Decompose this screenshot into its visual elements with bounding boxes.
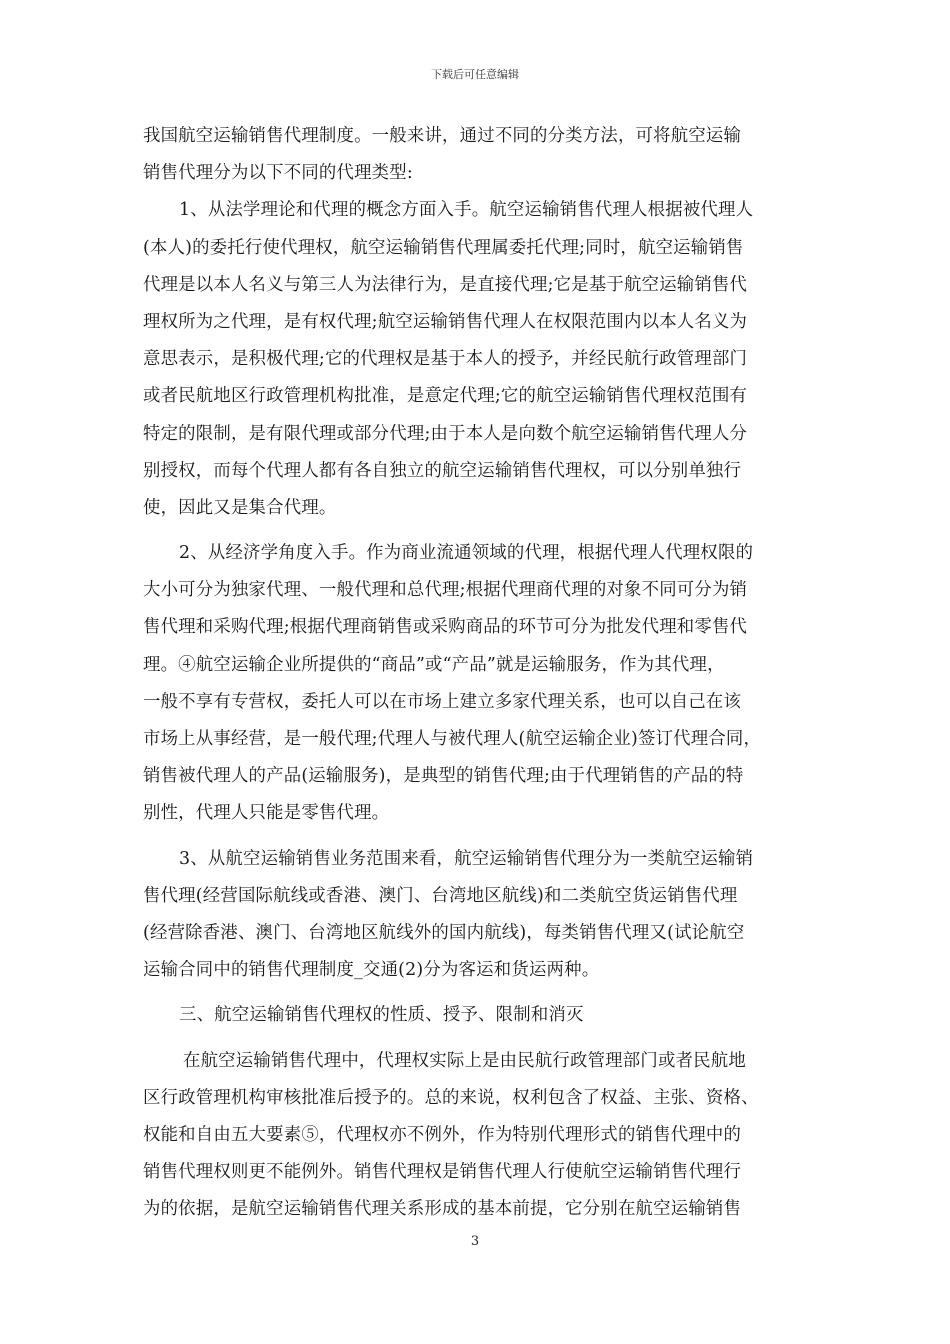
text-line: 权能和自由五大要素⑤，代理权亦不例外，作为特别代理形式的销售代理中的 (143, 1124, 742, 1145)
text-line: (经营除香港、澳门、台湾地区航线外的国内航线)，每类销售代理又(试论航空 (143, 922, 745, 943)
text-line: 销售代理分为以下不同的代理类型: (143, 163, 413, 184)
text-line: 区行政管理机构审核批准后授予的。总的来说，权利包含了权益、主张、资格、 (143, 1087, 759, 1108)
text-line: 售代理和采购代理;根据代理商销售或采购商品的环节可分为批发代理和零售代 (143, 617, 748, 638)
text-line: 运输合同中的销售代理制度_交通(2)分为客运和货运两种。 (143, 960, 600, 981)
text-line: 或者民航地区行政管理机构批准，是意定代理;它的航空运输销售代理权范围有 (143, 386, 748, 407)
text-line: 使，因此又是集合代理。 (143, 497, 337, 518)
paragraph-start: 3、从航空运输销售业务范围来看，航空运输销售代理分为一类航空运输销 (179, 848, 754, 869)
text-line: 特定的限制，是有限代理或部分代理;由于本人是向数个航空运输销售代理人分 (143, 423, 748, 444)
text-line: 别授权，而每个代理人都有各自独立的航空运输销售代理权，可以分别单独行 (143, 460, 742, 481)
text-line: 我国航空运输销售代理制度。一般来讲，通过不同的分类方法，可将航空运输 (143, 126, 742, 146)
text-line: 售代理(经营国际航线或香港、澳门、台湾地区航线)和二类航空货运销售代理 (143, 885, 738, 906)
paragraph-start: 2、从经济学角度入手。作为商业流通领域的代理，根据代理人代理权限的 (179, 543, 754, 564)
body-text (143, 118, 807, 1228)
text-line: (本人)的委托行使代理权，航空运输销售代理属委托代理;同时，航空运输销售 (143, 237, 744, 258)
text-line: 别性，代理人只能是零售代理。 (143, 803, 390, 824)
text-line: 销售代理权则更不能例外。销售代理权是销售代理人行使航空运输销售代理行 (143, 1162, 742, 1183)
text-line: 大小可分为独家代理、一般代理和总代理;根据代理商代理的对象不同可分为销 (143, 580, 748, 601)
paragraph-start: 1、从法学理论和代理的概念方面入手。航空运输销售代理人根据被代理人 (179, 200, 754, 221)
text-line: 代理是以本人名义与第三人为法律行为，是直接代理;它是基于航空运输销售代 (143, 274, 748, 295)
section-heading: 三、航空运输销售代理权的性质、授予、限制和消灭 (179, 1005, 584, 1026)
text-line: 销售被代理人的产品(运输服务)，是典型的销售代理;由于代理销售的产品的特 (143, 766, 744, 787)
text-line: 为的依据，是航空运输销售代理关系形成的基本前提，它分别在航空运输销售 (143, 1199, 742, 1220)
page-header: 下载后可任意编辑 (431, 68, 519, 81)
paragraph-start: 在航空运输销售代理中，代理权实际上是由民航行政管理部门或者民航地 (183, 1050, 746, 1071)
text-line: 理权所为之代理，是有权代理;航空运输销售代理人在权限范围内以本人名义为 (143, 311, 748, 332)
page-number: 3 (470, 1234, 480, 1249)
text-line: 意思表示，是积极代理;它的代理权是基于本人的授予，并经民航行政管理部门 (143, 349, 748, 370)
text-line: 一般不享有专营权，委托人可以在市场上建立多家代理关系，也可以自己在该 (143, 691, 742, 712)
text-line: 市场上从事经营，是一般代理;代理人与被代理人(航空运输企业)签订代理合同， (143, 729, 762, 749)
text-line: 理。④航空运输企业所提供的“商品”或“产品”就是运输服务，作为其代理， (143, 654, 725, 675)
